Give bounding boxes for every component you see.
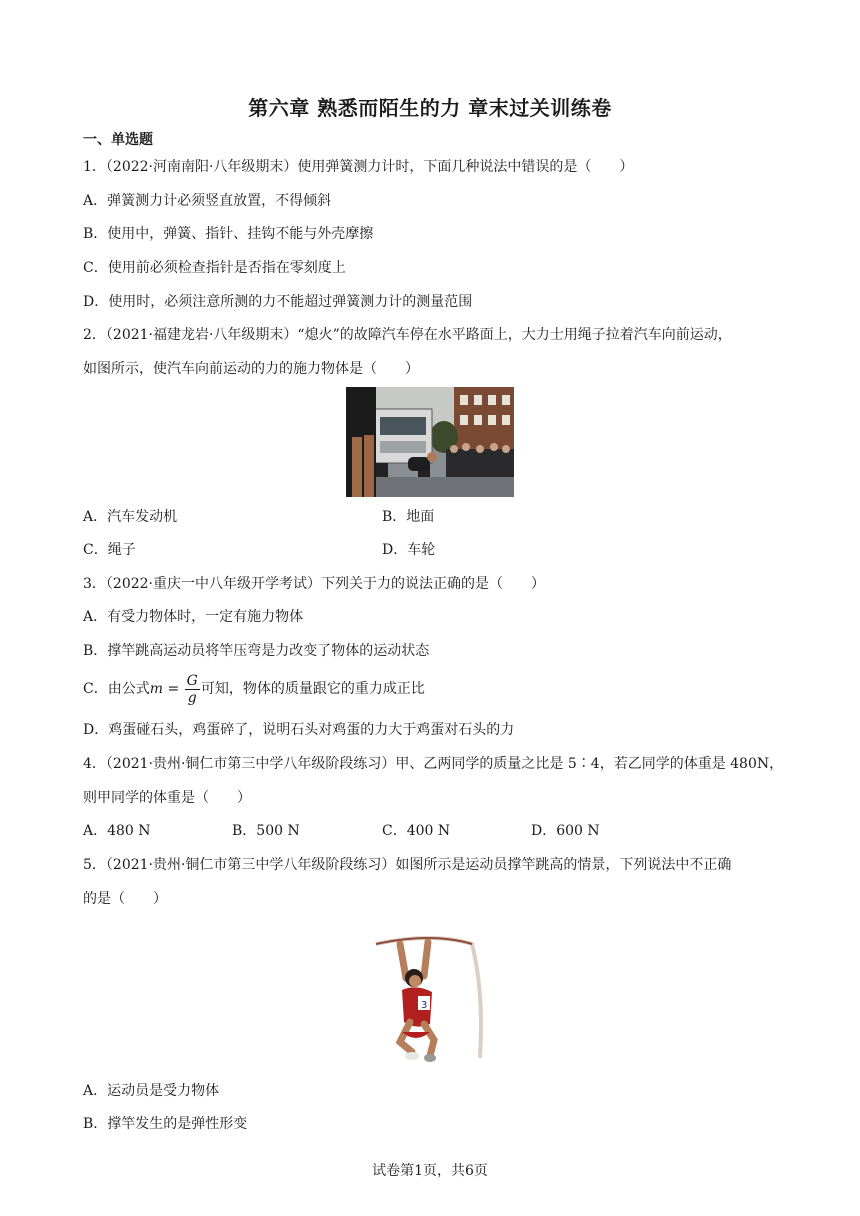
question-1-option-a: A．弹簧测力计必须竖直放置，不得倾斜	[83, 193, 332, 209]
question-4-option-b: B．500 N	[232, 823, 300, 839]
option-c-suffix: 可知，物体的质量跟它的重力成正比	[200, 681, 425, 697]
truck-pull-photo	[346, 387, 514, 497]
svg-text:3: 3	[421, 1000, 428, 1011]
question-4-option-d: D．600 N	[531, 823, 600, 839]
question-5-stem-line1: 5．（2021·贵州·铜仁市第三中学八年级阶段练习）如图所示是运动员撑竿跳高的情景，下列说法中不正确	[83, 857, 732, 873]
question-3-option-c	[83, 670, 425, 708]
question-4-option-a: A．480 N	[83, 823, 151, 839]
question-2-stem-line1: 2．（2021·福建龙岩·八年级期末）“熄火”的故障汽车停在水平路面上，大力士用绳子拉着汽车向前运动，	[83, 327, 732, 343]
question-1-stem: 1．（2022·河南南阳·八年级期末）使用弹簧测力计时，下面几种说法中错误的是（ ）	[83, 159, 634, 175]
question-5-option-b: B．撑竿发生的是弹性形变	[83, 1116, 248, 1132]
question-4-stem-line2: 则甲同学的体重是（ ）	[83, 790, 251, 806]
question-2-stem-line2: 如图所示，使汽车向前运动的力的施力物体是（ ）	[83, 361, 419, 377]
question-5-stem-line2: 的是（ ）	[83, 891, 167, 907]
option-c-prefix: C．由公式	[83, 681, 150, 697]
question-3-stem: 3．（2022·重庆一中八年级开学考试）下列关于力的说法正确的是（ ）	[83, 576, 545, 592]
page-footer: 试卷第1页，共6页	[372, 1163, 488, 1179]
page-title: 第六章 熟悉而陌生的力 章末过关训练卷	[248, 96, 612, 120]
pole-vault-photo	[372, 932, 490, 1064]
question-2-option-d: D．车轮	[382, 542, 436, 558]
question-1-option-c: C．使用前必须检查指针是否指在零刻度上	[83, 260, 346, 276]
question-5-option-a: A．运动员是受力物体	[83, 1083, 220, 1099]
question-1-option-b: B．使用中，弹簧、指针、挂钩不能与外壳摩擦	[83, 226, 374, 242]
question-3-option-a: A．有受力物体时，一定有施力物体	[83, 609, 304, 625]
fraction-denominator: g	[187, 689, 197, 706]
question-3-option-b: B．撑竿跳高运动员将竿压弯是力改变了物体的运动状态	[83, 643, 430, 659]
question-2-option-b: B．地面	[382, 509, 435, 525]
question-3-option-d: D．鸡蛋碰石头，鸡蛋碎了，说明石头对鸡蛋的力大于鸡蛋对石头的力	[83, 722, 515, 738]
question-2-option-c: C．绳子	[83, 542, 136, 558]
question-1-option-d: D．使用时，必须注意所测的力不能超过弹簧测力计的测量范围	[83, 294, 473, 310]
section-heading: 一、单选题	[83, 132, 153, 148]
formula-equals: =	[163, 681, 184, 697]
question-4-option-c: C．400 N	[382, 823, 451, 839]
fraction-numerator: G	[186, 672, 198, 689]
question-4-stem-line1: 4．（2021·贵州·铜仁市第三中学八年级阶段练习）甲、乙两同学的质量之比是 5∶4，若乙同学的体重是 480N，	[83, 756, 784, 772]
formula-mass-variable: m	[149, 681, 163, 697]
question-2-option-a: A．汽车发动机	[83, 509, 178, 525]
formula-fraction	[185, 673, 200, 706]
